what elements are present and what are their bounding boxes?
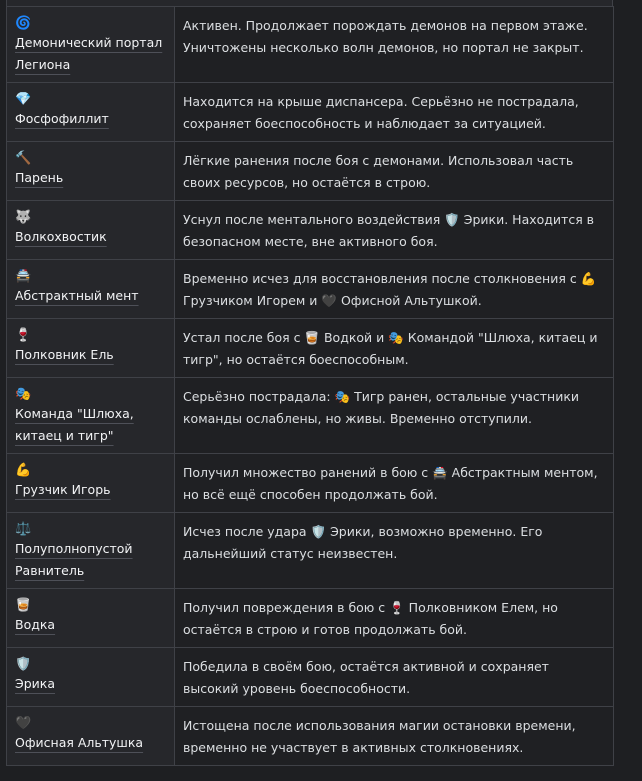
character-cell (7, 319, 175, 378)
character-cell (7, 142, 175, 201)
character-status: Активен. Продолжает порождать демонов на первом этаже. Уничтожены несколько волн демонов, но портал не закрыт. (183, 18, 588, 55)
character-name: Парень (15, 170, 64, 185)
table-row (7, 707, 614, 766)
character-status: Находится на крыше диспансера. Серьёзно не пострадала, сохраняет боеспособность и наблюдает за ситуацией. (183, 94, 579, 131)
character-cell (7, 378, 175, 454)
table-row (7, 7, 614, 83)
character-cell (7, 260, 175, 319)
character-status: Серьёзно пострадала: 🎭 Тигр ранен, остальные участники команды ослаблены, но живы. Временно отступили. (183, 389, 579, 426)
status-cell (175, 201, 614, 260)
status-cell (175, 589, 614, 648)
table-row (7, 201, 614, 260)
table-row (7, 83, 614, 142)
flexed-biceps-icon: 💪 (15, 463, 32, 478)
character-name: Водка (15, 617, 56, 632)
character-status: Лёгкие ранения после боя с демонами. Использовал часть своих ресурсов, но остаётся в строю. (183, 153, 574, 190)
gem-icon: 💎 (15, 92, 32, 107)
theater-masks-icon: 🎭 (15, 387, 32, 402)
status-cell (175, 83, 614, 142)
character-status: Получил повреждения в бою с 🍷 Полковником Елем, но остаётся в строю и готов продолжать бой. (183, 600, 558, 637)
character-name: Грузчик Игорь (15, 482, 111, 497)
character-name: Фосфофиллит (15, 111, 109, 126)
status-table-container (6, 6, 613, 766)
status-cell (175, 142, 614, 201)
wine-glass-icon: 🍷 (15, 328, 32, 343)
status-cell (175, 707, 614, 766)
character-cell (7, 83, 175, 142)
character-cell (7, 707, 175, 766)
status-cell (175, 513, 614, 589)
character-name: Офисная Альтушка (15, 735, 144, 750)
character-cell (7, 648, 175, 707)
character-status: Истощена после использования магии остановки времени, временно не участвует в активных столкновениях. (183, 718, 576, 755)
cyclone-icon: 🌀 (15, 16, 32, 31)
character-cell (7, 7, 175, 83)
character-status: Устал после боя с 🥃 Водкой и 🎭 Командой "Шлюха, китаец и тигр", но остаётся боеспособным. (183, 330, 598, 367)
character-cell (7, 201, 175, 260)
status-cell (175, 454, 614, 513)
black-heart-icon: 🖤 (15, 716, 32, 731)
table-row (7, 142, 614, 201)
character-cell (7, 513, 175, 589)
wolf-icon: 🐺 (15, 210, 32, 225)
table-row (7, 648, 614, 707)
table-row (7, 513, 614, 589)
character-status: Уснул после ментального воздействия 🛡️ Эрики. Находится в безопасном месте, вне активного боя. (183, 212, 595, 249)
character-name: Полуполнопустой Равнитель (15, 541, 133, 578)
character-status-table (6, 6, 614, 766)
shield-icon: 🛡️ (15, 657, 32, 672)
character-name: Абстрактный мент (15, 288, 139, 303)
character-name: Эрика (15, 676, 55, 691)
character-status: Получил множество ранений в бою с 🚔 Абстрактным ментом, но всё ещё способен продолжать бой. (183, 465, 598, 502)
character-name: Волкохвостик (15, 229, 107, 244)
character-cell (7, 589, 175, 648)
character-status: Временно исчез для восстановления после столкновения с 💪 Грузчиком Игорем и 🖤 Офисной Альтушкой. (183, 271, 597, 308)
status-cell (175, 319, 614, 378)
table-body (7, 7, 614, 766)
character-status: Исчез после удара 🛡️ Эрики, возможно временно. Его дальнейший статус неизвестен. (183, 524, 543, 561)
character-name: Полковник Ель (15, 347, 114, 362)
hammer-icon: 🔨 (15, 151, 32, 166)
character-status: Победила в своём бою, остаётся активной и сохраняет высокий уровень боеспособности. (183, 659, 549, 696)
table-row (7, 260, 614, 319)
character-name: Команда "Шлюха, китаец и тигр" (15, 406, 134, 443)
character-name: Демонический портал Легиона (15, 35, 163, 72)
table-row (7, 454, 614, 513)
tumbler-glass-icon: 🥃 (15, 598, 32, 613)
status-cell (175, 7, 614, 83)
status-cell (175, 378, 614, 454)
table-row (7, 378, 614, 454)
status-cell (175, 260, 614, 319)
table-row (7, 589, 614, 648)
status-cell (175, 648, 614, 707)
balance-scale-icon: ⚖️ (15, 522, 32, 537)
table-row (7, 319, 614, 378)
police-car-icon: 🚔 (15, 269, 32, 284)
character-cell (7, 454, 175, 513)
